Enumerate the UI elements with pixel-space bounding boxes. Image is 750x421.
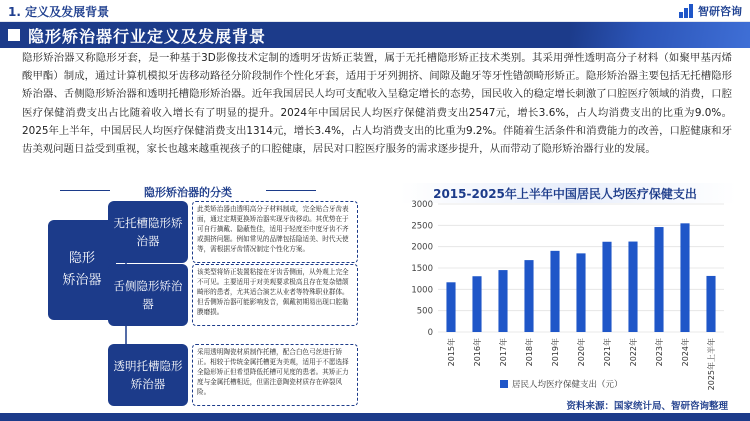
category-desc-1: 此类矫治器由透明高分子材料制成，完全贴合牙齿表面，通过定期更换矫治器实现牙齿移动。其优势在于可自行摘戴、隐蔽性佳，适用于轻度至中度牙齿不齐或拥挤问题。例如常见的品牌包括隐适美、时代天使等，需根据牙齿情况制定个性化方案。 xyxy=(192,201,358,263)
x-tick-label-1: 2016年 xyxy=(473,338,482,367)
y-tick-label-3: 1500 xyxy=(411,264,433,274)
x-tick-label-7: 2022年 xyxy=(629,338,638,367)
divider-right xyxy=(266,190,316,191)
source-note: 资料来源：国家统计局、智研咨询整理 xyxy=(566,401,728,412)
bottom-bar xyxy=(0,413,750,421)
section-label: 1. 定义及发展背景 xyxy=(8,5,110,19)
bar-6 xyxy=(602,242,611,332)
brand-logo xyxy=(679,3,742,19)
classification-title: 隐形矫治器的分类 xyxy=(144,186,232,199)
x-tick-label-9: 2024年 xyxy=(681,338,690,367)
intro-paragraph: 隐形矫治器又称隐形牙套，是一种基于3D影像技术定制的透明牙齿矫正装置，属于无托槽隐形矫正技术类别。其采用弹性透明高分子材料（如聚甲基丙烯酸甲酯）制成，通过计算机模拟牙齿移动路径分阶段制作个性化牙套，适用于牙列拥挤、间隙及龅牙等牙性错颌畸形矫正。隐形矫治器主要包括无托槽隐形矫治器、舌侧隐形矫治器和透明托槽隐形矫治器。近年我国居民人均可支配收入呈稳定增长的态势，国民收入的稳定增长刺激了口腔医疗领域的消费，口腔医疗保健消费支出占比随着收入增长有了明显的提升。2024年中国居民人均医疗保健消费支出2547元，增长3.6%，占人均消费支出的比重为9.0%。2025年上半年，中国居民人均医疗保健消费支出1314元，增长3.4%，占人均消费支出的比重为9.2%。伴随着生活条件和消费能力的改善，口腔健康和牙齿美观问题日益受到重视，家长也越来越重视孩子的口腔健康，居民对口腔医疗服务的需求逐步提升，从而带动了隐形矫治器行业的发展。 xyxy=(22,52,732,156)
title-bar xyxy=(0,22,750,48)
root-label: 隐形 矫治器 xyxy=(62,251,102,288)
x-tick-label-0: 2015年 xyxy=(447,338,456,367)
bar-3 xyxy=(524,260,533,332)
category-box-3 xyxy=(108,344,188,406)
bar-5 xyxy=(576,253,585,332)
y-tick-label-4: 2000 xyxy=(411,242,433,253)
y-tick-label-0: 0 xyxy=(427,328,433,338)
bar-9 xyxy=(680,223,689,332)
logo-icon xyxy=(679,4,695,18)
y-tick-label-2: 1000 xyxy=(411,285,433,296)
x-tick-label-5: 2020年 xyxy=(577,338,586,367)
bar-10 xyxy=(706,276,715,332)
category-label-2: 舌侧隐形矫治器 xyxy=(113,279,183,311)
bar-2 xyxy=(498,270,507,332)
classification-root xyxy=(48,220,116,320)
bar-7 xyxy=(628,242,637,332)
page-title: 隐形矫治器行业定义及发展背景 xyxy=(28,27,267,46)
y-tick-label-1: 500 xyxy=(416,306,433,317)
category-desc-2: 该类型将矫正装置粘接在牙齿舌侧面，从外观上完全不可见。主要适用于对美观要求极高且存在复杂错颌畸形的患者，尤其适合演艺从业者等特殊职业群体。但舌侧矫治器可能影响发音，佩戴初期易出现口腔黏膜磨损。 xyxy=(192,264,358,326)
legend-label: 居民人均医疗保健支出（元） xyxy=(512,380,623,390)
category-label-3: 透明托槽隐形矫治器 xyxy=(113,359,183,391)
title-decoration xyxy=(570,22,750,48)
divider-left xyxy=(60,190,110,191)
logo-text: 智研咨询 xyxy=(698,5,742,18)
bar-4 xyxy=(550,251,559,332)
chart-title: 2015-2025年上半年中国居民人均医疗保健支出 xyxy=(433,187,697,201)
bar-8 xyxy=(654,227,663,332)
category-box-1 xyxy=(108,201,188,263)
x-tick-label-2: 2017年 xyxy=(499,338,508,367)
top-bar xyxy=(0,0,750,22)
bar-0 xyxy=(446,282,455,332)
x-tick-label-10: 2025年上半年 xyxy=(707,338,716,391)
x-tick-label-4: 2019年 xyxy=(551,338,560,367)
bar-1 xyxy=(472,276,481,332)
x-tick-label-3: 2018年 xyxy=(525,338,534,367)
bar-chart xyxy=(400,200,736,396)
title-square-icon xyxy=(8,29,20,41)
category-label-1: 无托槽隐形矫治器 xyxy=(113,216,183,248)
x-tick-label-6: 2021年 xyxy=(603,338,612,367)
category-box-2 xyxy=(108,264,188,326)
y-tick-label-5: 2500 xyxy=(411,221,433,232)
y-tick-label-6: 3000 xyxy=(411,200,433,210)
x-tick-label-8: 2023年 xyxy=(655,338,664,367)
category-desc-3: 采用透明陶瓷材质制作托槽，配合白色弓丝进行矫正。相较于传统金属托槽更为美观，适用于不愿选择全隐形矫正但希望降低托槽可见度的患者。其矫正力度与金属托槽相近，但需注意陶瓷材质存在碎裂风险。 xyxy=(192,344,358,406)
legend-swatch xyxy=(500,380,508,388)
